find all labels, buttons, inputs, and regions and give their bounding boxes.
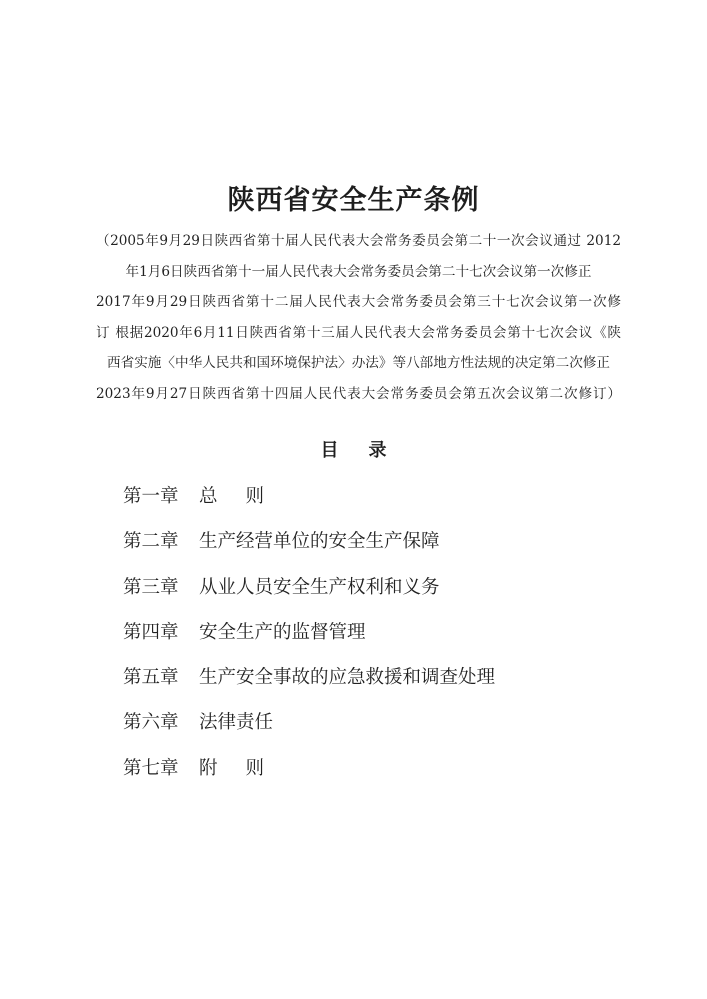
- chapter-number: 第五章: [123, 667, 179, 689]
- chapter-title-part: 附: [199, 757, 218, 779]
- toc-item-chapter-1[interactable]: [123, 482, 603, 527]
- history-line: 2017年9月29日陕西省第十二届人民代表大会常务委员会第三十七次会议第一次修: [96, 294, 621, 311]
- toc-item-chapter-6[interactable]: [123, 708, 603, 753]
- chapter-title: 生产经营单位的安全生产保障: [199, 531, 440, 553]
- chapter-number: 第二章: [123, 531, 179, 553]
- toc-heading: [0, 437, 707, 465]
- chapter-number: 第七章: [123, 757, 179, 779]
- chapter-title-part: 则: [245, 757, 265, 779]
- history-line: 年1月6日陕西省第十一届人民代表大会常务委员会第二十七次会议第一次修正: [125, 263, 592, 280]
- history-line: 西省实施〈中华人民共和国环境保护法〉办法》等八部地方性法规的决定第二次修正: [107, 355, 610, 372]
- chapter-title: 安全生产的监督管理: [199, 621, 366, 643]
- document-title: 陕西省安全生产条例: [227, 185, 480, 216]
- chapter-title: 法律责任: [199, 712, 274, 734]
- chapter-number: 第六章: [123, 712, 179, 734]
- chapter-title-part: 则: [245, 486, 265, 507]
- toc-item-chapter-2[interactable]: [123, 527, 603, 572]
- chapter-number: 第三章: [123, 576, 179, 598]
- history-line: 2023年9月27日陕西省第十四届人民代表大会常务委员会第五次会议第二次修订）: [96, 385, 621, 402]
- toc-item-chapter-5[interactable]: [123, 663, 603, 708]
- chapter-number: 第一章: [123, 486, 179, 507]
- toc-item-chapter-3[interactable]: [123, 573, 603, 618]
- toc-item-chapter-4[interactable]: [123, 618, 603, 663]
- history-line: （2005年9月29日陕西省第十届人民代表大会常务委员会第二十一次会议通过 2012: [96, 233, 621, 249]
- amendment-history: [96, 226, 621, 410]
- toc-heading-char: 目: [320, 440, 339, 461]
- chapter-title-part: 总: [199, 486, 218, 507]
- toc-heading-char: 录: [368, 440, 387, 461]
- table-of-contents: [123, 482, 603, 799]
- chapter-title: 从业人员安全生产权利和义务: [199, 576, 440, 598]
- history-line: 订 根据2020年6月11日陕西省第十三届人民代表大会常务委员会第十七次会议《陕: [96, 324, 621, 341]
- chapter-number: 第四章: [123, 621, 179, 643]
- chapter-title: 生产安全事故的应急救援和调查处理: [199, 667, 496, 689]
- toc-item-chapter-7[interactable]: [123, 754, 603, 799]
